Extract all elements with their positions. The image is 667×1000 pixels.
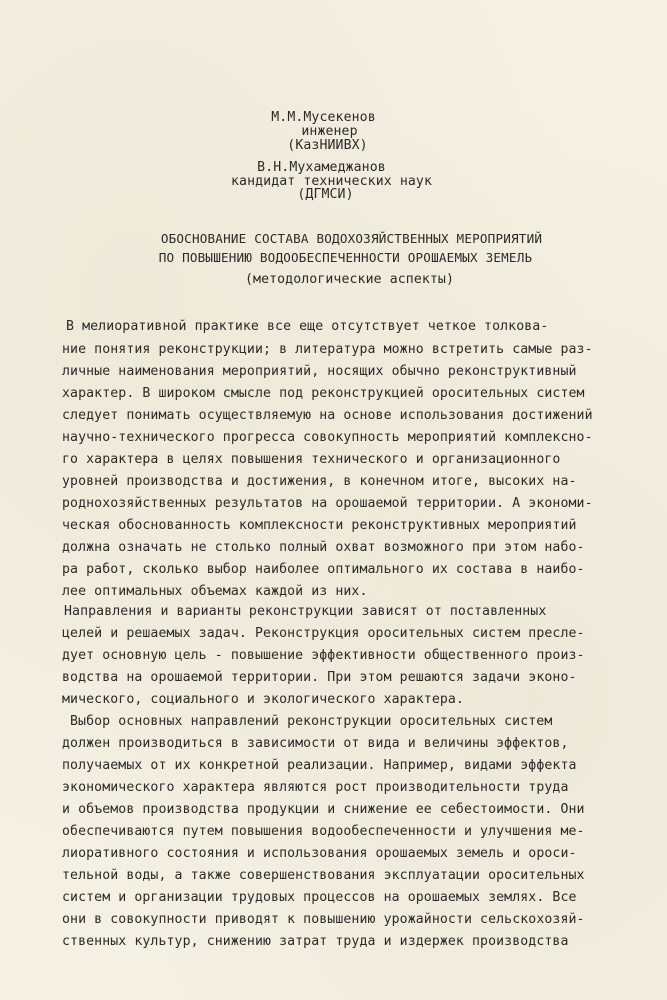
paragraph-1-line: уровней производства и достижения, в конечном итоге, высоких на- [62, 474, 577, 489]
paragraph-3-line: Выбор основных направлений реконструкции оросительных систем [70, 714, 553, 729]
paragraph-2-line: Направления и варианты реконструкции зависят от поставленных [64, 604, 547, 619]
paragraph-3-line: должен производиться в зависимости от вида и величины эффектов, [62, 736, 569, 751]
paragraph-2-line: водства на орошаемой территории. При этом решаются задачи эконо- [62, 670, 577, 685]
author-2-name: В.Н.Мухамеджанов [257, 160, 386, 175]
paragraph-2-line: дует основную цель - повышение эффективности общественного произ- [62, 648, 585, 663]
paragraph-3-line: получаемых от их конкретной реализации. Например, видами эффекта [62, 758, 577, 773]
paragraph-2-line: целей и решаемых задач. Реконструкция оросительных систем пресле- [62, 626, 585, 641]
paragraph-1-line: научно-технического прогресса совокупность мероприятий комплексно- [62, 430, 593, 445]
paragraph-1-line: роднохозяйственных результатов на орошаемой территории. А экономи- [62, 496, 593, 511]
paragraph-3-line: они в совокупности приводят к повышению урожайности сельскохозяй- [62, 912, 585, 927]
paragraph-3-line: тельной воды, а также совершенствования эксплуатации оросительных [62, 868, 585, 883]
author-1-institution: (КазНИИВХ) [287, 138, 368, 153]
paragraph-1-line: ние понятия реконструкции; в литература можно встретить самые раз- [62, 342, 593, 357]
paragraph-1-line: го характера в целях повышения технического и организационного [62, 452, 561, 467]
paragraph-1-line: лее оптимальных объемах каждой из них. [62, 584, 368, 599]
paragraph-3-line: и объемов производства продукции и снижение ее себестоимости. Они [62, 802, 585, 817]
paragraph-1-line: В мелиоративной практике все еще отсутствует четкое толкова- [66, 319, 549, 334]
author-2-institution: (ДГМСИ) [297, 187, 354, 202]
title-line-2: ПО ПОВЫШЕНИЮ ВОДООБЕСПЕЧЕННОСТИ ОРОШАЕМЫХ ЗЕМЕЛЬ [158, 250, 533, 265]
author-1-position: инженер [301, 124, 358, 139]
paragraph-3-line: обеспечиваются путем повышения водообеспеченности и улучшения ме- [62, 824, 585, 839]
paragraph-1-line: ра работ, сколько выбор наиболее оптимального их состава в наибо- [62, 562, 585, 577]
paragraph-3-line: лиоративного состояния и использования орошаемых земель и ороси- [62, 846, 577, 861]
paragraph-3-line: экономического характера являются рост производительности труда [62, 780, 569, 795]
paragraph-1-line: характер. В широком смысле под реконструкцией оросительных систем [62, 386, 585, 401]
title-line-1: ОБОСНОВАНИЕ СОСТАВА ВОДОХОЗЯЙСТВЕННЫХ МЕРОПРИЯТИЙ [160, 231, 543, 246]
author-1-name: М.М.Мусекенов [271, 110, 376, 125]
paragraph-3-line: систем и организации трудовых процессов на орошаемых землях. Все [62, 890, 577, 905]
paragraph-1-line: ческая обоснованность комплексности реконструктивных мероприятий [62, 518, 577, 533]
paragraph-1-line: личные наименования мероприятий, носящих обычно реконструктивный [62, 364, 577, 379]
paragraph-2-line: мического, социального и экологического характера. [62, 692, 464, 707]
author-2-position: кандидат технических наук [231, 174, 432, 189]
subtitle: (методологические аспекты) [244, 272, 455, 287]
paragraph-3-line: ственных культур, снижению затрат труда и издержек производства [62, 934, 569, 949]
paragraph-1-line: следует понимать осуществляемую на основе использования достижений [62, 408, 593, 423]
paragraph-1-line: должна означать не столько полный охват возможного при этом набо- [62, 540, 585, 555]
